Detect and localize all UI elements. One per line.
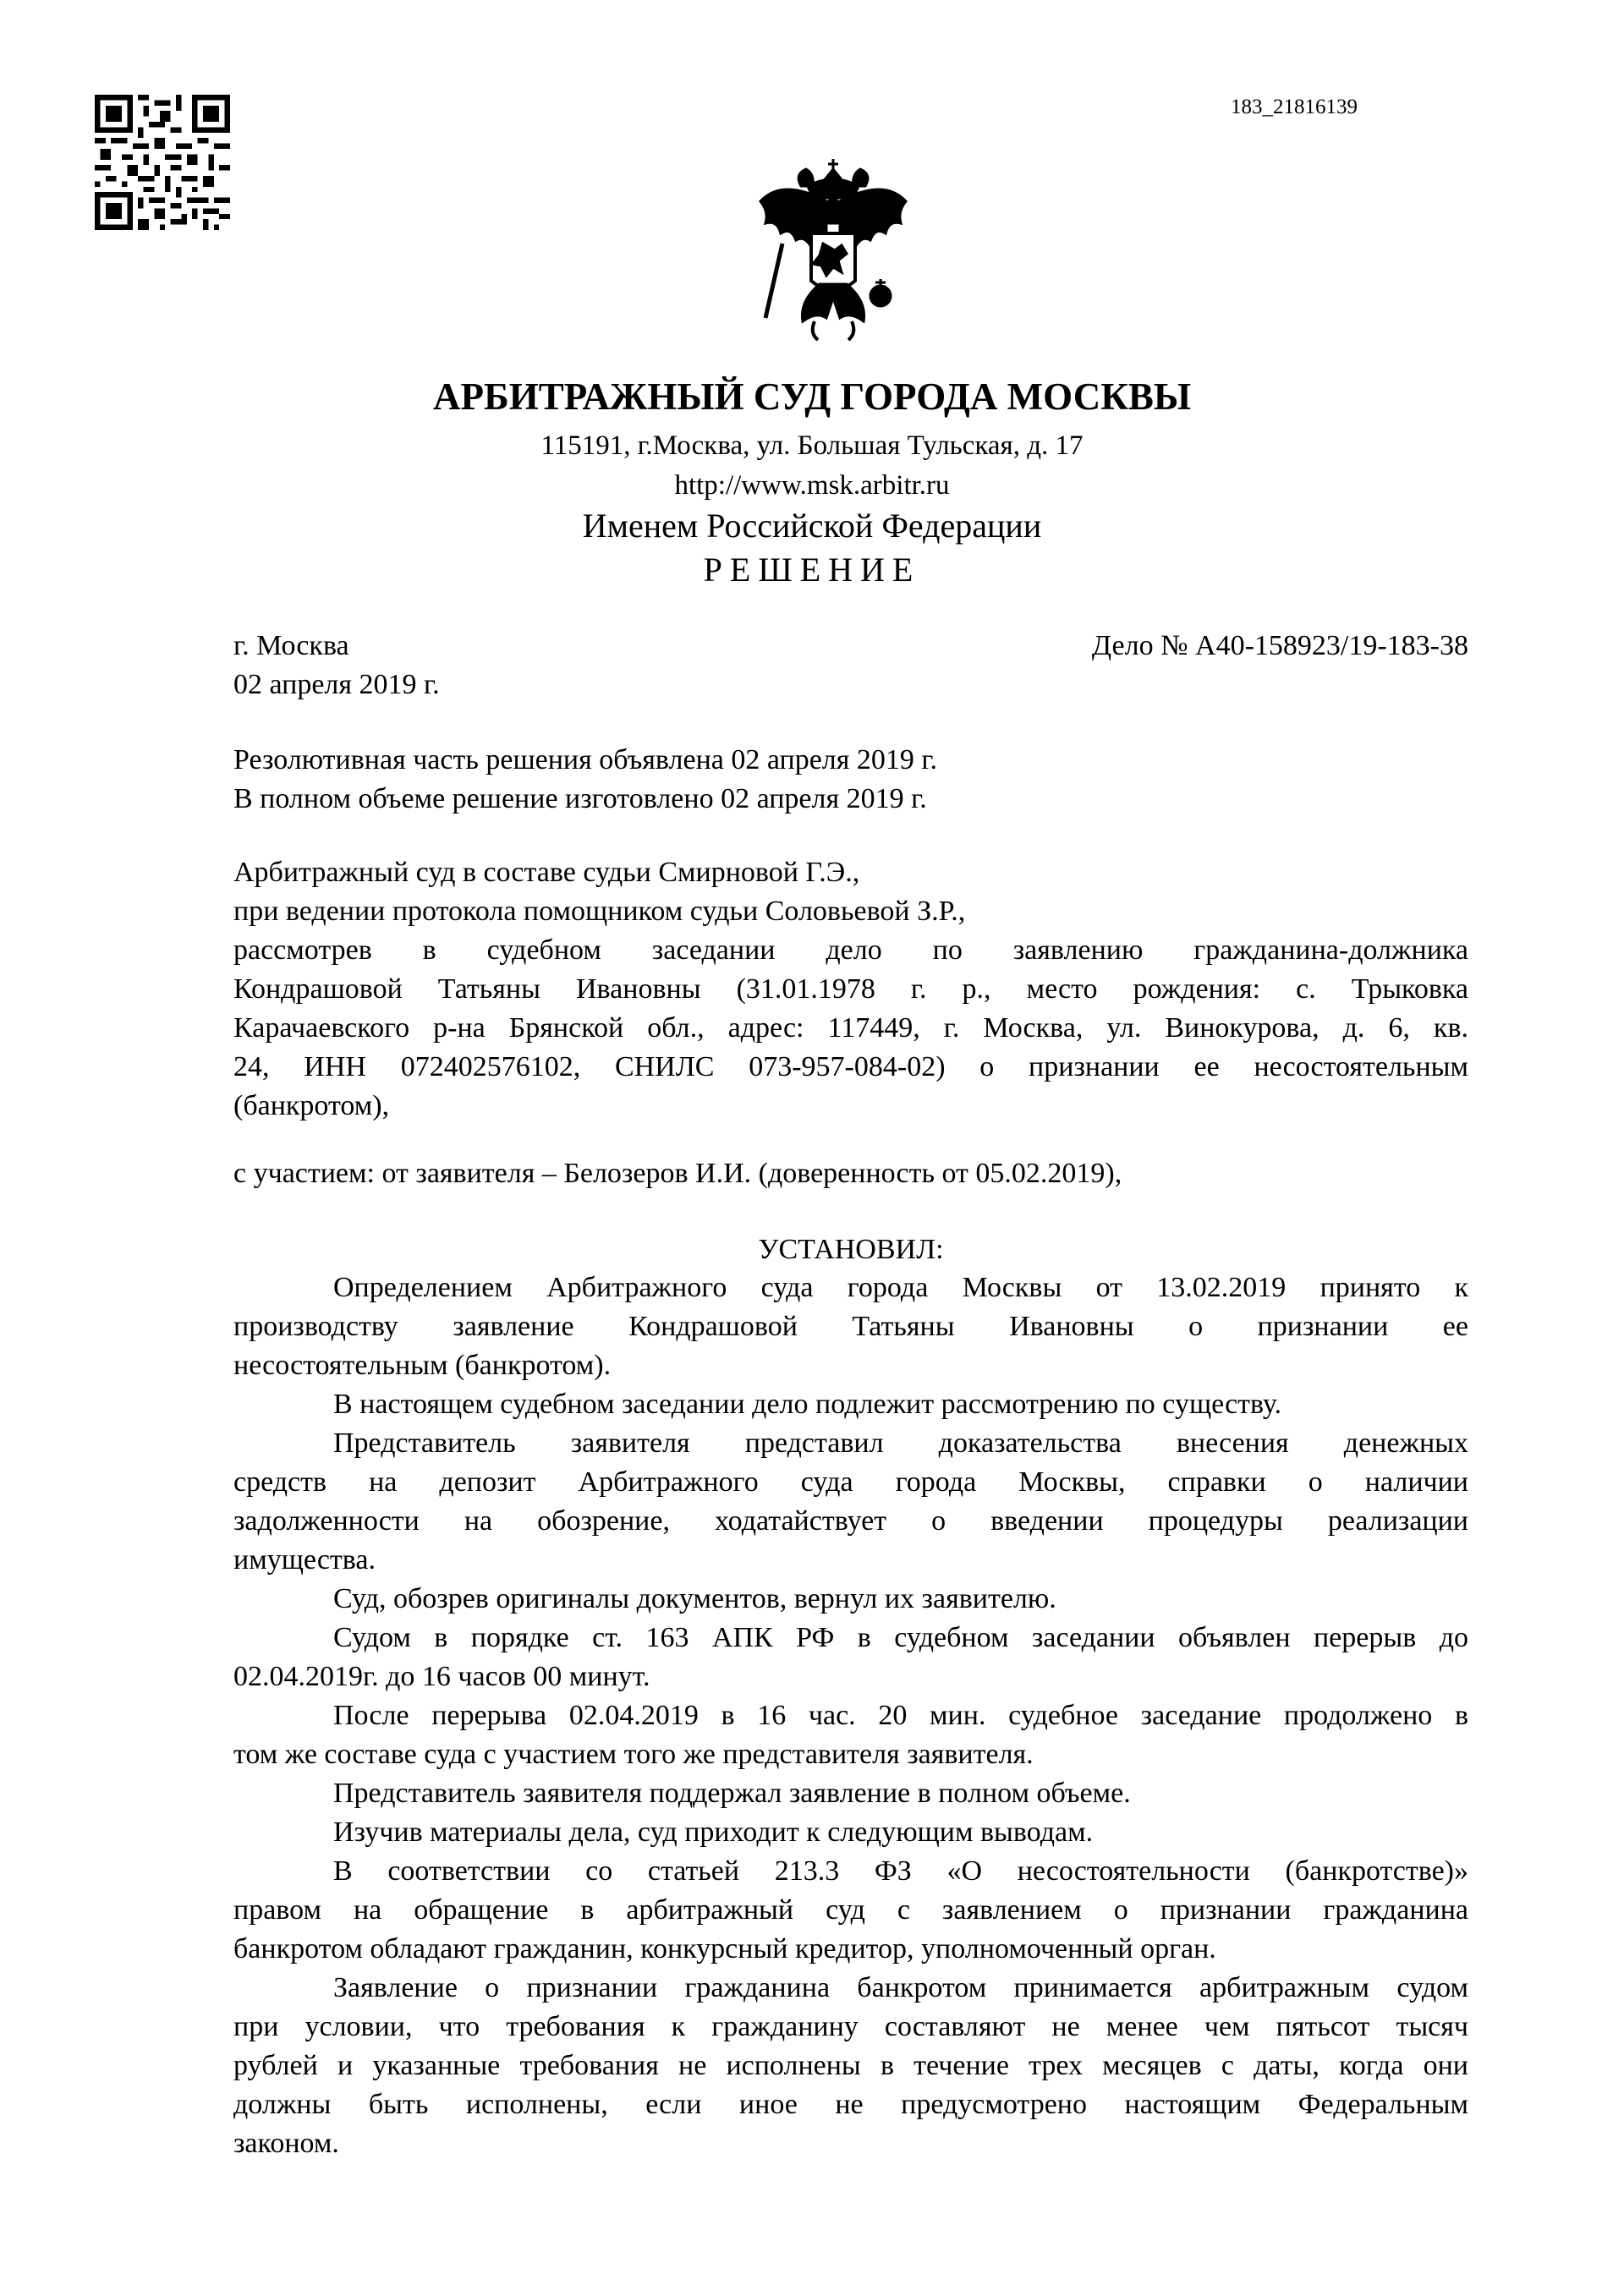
case-header: [233, 627, 1468, 704]
considered-line: (банкротом),: [233, 1090, 390, 1121]
announcement-line: Резолютивная часть решения объявлена 02 апреля 2019 г.: [233, 744, 938, 775]
paragraph: [233, 1774, 1468, 1813]
paragraph-line: Судом в порядке ст. 163 АПК РФ в судебном заседании объявлен перерыв до: [333, 1622, 1468, 1653]
paragraph: [233, 1696, 1468, 1774]
paragraph-line: После перерыва 02.04.2019 в 16 час. 20 мин. судебное заседание продолжено в: [333, 1700, 1468, 1731]
paragraph-line: несостоятельным (банкротом).: [233, 1350, 612, 1381]
paragraph-line: 02.04.2019г. до 16 часов 00 минут.: [233, 1661, 650, 1692]
paragraph-line: банкротом обладают гражданин, конкурсный кредитор, уполномоченный орган.: [233, 1933, 1216, 1964]
paragraph-line: Изучив материалы дела, суд приходит к следующим выводам.: [333, 1817, 1094, 1848]
paragraph-line: Представитель заявителя поддержал заявление в полном объеме.: [333, 1778, 1131, 1809]
considered-line: Карачаевского р-на Брянской обл., адрес: 117449, г. Москва, ул. Винокурова, д. 6, кв.: [233, 1012, 1468, 1044]
in-name-line: Именем Российской Федерации: [582, 507, 1042, 545]
paragraph: [233, 1580, 1468, 1619]
case-number: Дело № А40-158923/19-183-38: [1091, 630, 1468, 661]
considered-line: Кондрашовой Татьяны Ивановны (31.01.1978 г. р., место рождения: с. Трыковка: [233, 973, 1468, 1005]
established-title: УСТАНОВИЛ:: [758, 1234, 944, 1265]
paragraph-line: задолженности на обозрение, ходатайствует о введении процедуры реализации: [233, 1505, 1468, 1537]
paragraph-line: при условии, что требования к гражданину составляют не менее чем пятьсот тысяч: [233, 2011, 1468, 2042]
paragraph: [233, 1385, 1468, 1424]
paragraph-line: имущества.: [233, 1544, 376, 1575]
considered-line: 24, ИНН 072402576102, СНИЛС 073-957-084-02) о признании ее несостоятельным: [233, 1051, 1468, 1082]
court-address: 115191, г.Москва, ул. Большая Тульская, д. 17: [540, 430, 1084, 461]
coat-of-arms-icon: [749, 152, 918, 355]
paragraph-line: Представитель заявителя представил доказательства внесения денежных: [333, 1427, 1468, 1459]
paragraph-line: средств на депозит Арбитражного суда города Москвы, справки о наличии: [233, 1466, 1468, 1498]
paragraph-line: законом.: [233, 2128, 339, 2159]
composition-block: [233, 853, 1468, 1126]
established-section: [233, 1230, 1468, 1269]
court-website: http://www.msk.arbitr.ru: [674, 470, 950, 501]
paragraph-line: Определением Арбитражного суда города Москвы от 13.02.2019 принято к: [333, 1272, 1468, 1303]
decision-date: 02 апреля 2019 г.: [233, 669, 440, 700]
paragraph: [233, 1424, 1468, 1580]
paragraph-line: должны быть исполнены, если иное не предусмотрено настоящим Федеральным: [233, 2089, 1468, 2120]
announcement-block: [233, 741, 1468, 819]
body-text: [233, 1269, 1468, 2163]
paragraph-line: правом на обращение в арбитражный суд с заявлением о признании гражданина: [233, 1894, 1468, 1926]
paragraph: [233, 1813, 1468, 1852]
paragraph: [233, 1969, 1468, 2163]
composition-line: Арбитражный суд в составе судьи Смирновой Г.Э.,: [233, 857, 860, 888]
paragraph-line: В соответствии со статьей 213.3 ФЗ «О несостоятельности (банкротстве)»: [333, 1855, 1468, 1887]
paragraph-line: Суд, обозрев оригиналы документов, вернул их заявителю.: [333, 1583, 1056, 1614]
paragraph: [233, 1852, 1468, 1969]
document-id: 183_21816139: [1231, 96, 1358, 118]
paragraph-line: Заявление о признании гражданина банкротом принимается арбитражным судом: [333, 1972, 1468, 2003]
participation: с участием: от заявителя – Белозеров И.И. (доверенность от 05.02.2019),: [233, 1158, 1122, 1189]
paragraph-line: В настоящем судебном заседании дело подлежит рассмотрению по существу.: [333, 1389, 1282, 1420]
paragraph: [233, 1619, 1468, 1696]
court-name: АРБИТРАЖНЫЙ СУД ГОРОДА МОСКВЫ: [432, 375, 1192, 418]
qr-code-icon: [95, 95, 230, 230]
decision-title: РЕШЕНИЕ: [703, 551, 921, 589]
announcement-line: В полном объеме решение изготовлено 02 апреля 2019 г.: [233, 783, 927, 814]
paragraph-line: рублей и указанные требования не исполнены в течение трех месяцев с даты, когда они: [233, 2050, 1468, 2081]
paragraph: [233, 1269, 1468, 1385]
composition-line: при ведении протокола помощником судьи Соловьевой З.Р.,: [233, 896, 966, 927]
paragraph-line: том же составе суда с участием того же представителя заявителя.: [233, 1739, 1034, 1770]
place: г. Москва: [233, 630, 349, 661]
paragraph-line: производству заявление Кондрашовой Татьяны Ивановны о признании ее: [233, 1311, 1468, 1342]
considered-line: рассмотрев в судебном заседании дело по заявлению гражданина-должника: [233, 934, 1468, 966]
